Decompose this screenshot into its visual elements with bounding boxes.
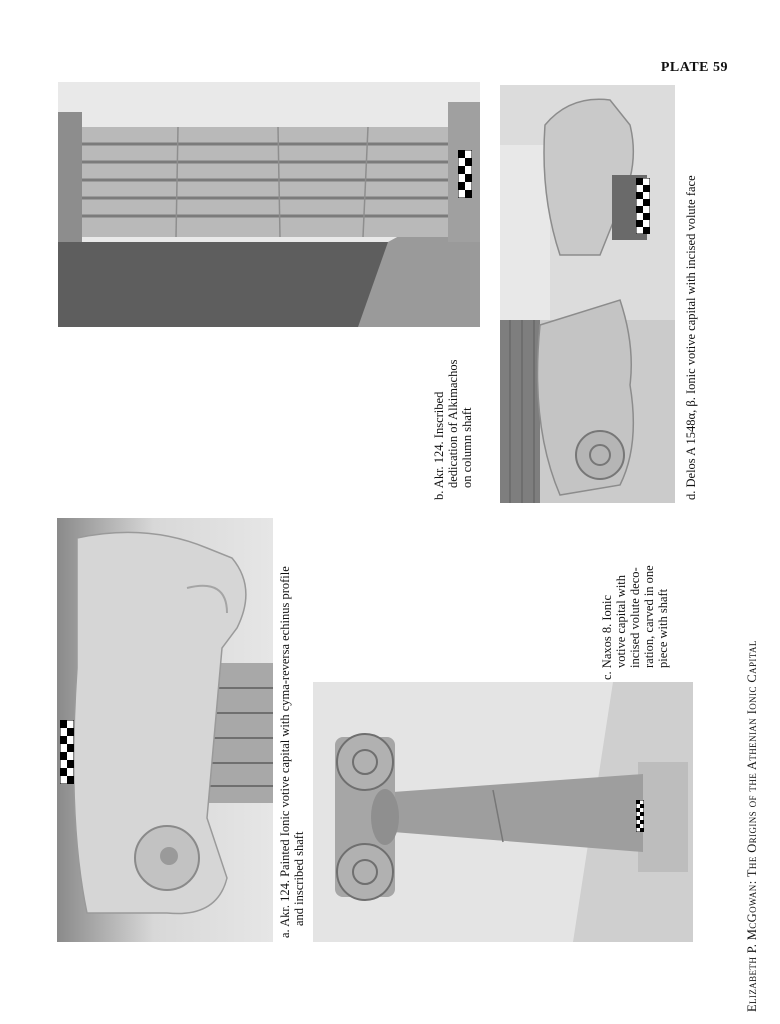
caption-b <box>432 360 474 500</box>
caption-a <box>278 566 306 938</box>
caption-c-line-3: incised volute deco- <box>628 567 642 668</box>
caption-d <box>684 175 698 500</box>
caption-a-line-1: a. Akr. 124. Painted Ionic votive capital with cyma-reversa echinus profile <box>278 566 292 938</box>
caption-b-line-3: on column shaft <box>460 407 474 488</box>
caption-c <box>600 565 670 680</box>
photo-b-column-shaft <box>58 82 480 327</box>
caption-b-line-2: dedication of Alkimachos <box>446 359 460 488</box>
photo-d-delos-fragments <box>500 85 675 503</box>
scale-bar-a <box>60 720 74 784</box>
scale-bar-d <box>636 178 650 234</box>
caption-c-line-1: c. Naxos 8. Ionic <box>600 594 614 680</box>
caption-a-line-2: and inscribed shaft <box>292 831 306 926</box>
caption-b-line-1: b. Akr. 124. Inscribed <box>432 391 446 500</box>
caption-d-line-1: d. Delos A 1548α, β. Ionic votive capital with incised volute face <box>684 175 698 500</box>
scale-bar-b <box>458 150 472 198</box>
caption-c-line-5: piece with shaft <box>656 588 670 668</box>
caption-c-line-2: votive capital with <box>614 574 628 668</box>
scale-bar-c <box>636 800 644 832</box>
running-footer: Elizabeth P. McGowan: The Origins of the Athenian Ionic Capital <box>745 640 759 1012</box>
photo-a-capital <box>57 518 273 942</box>
caption-c-line-4: ration, carved in one <box>642 565 656 668</box>
plate-number: PLATE 59 <box>660 60 728 75</box>
